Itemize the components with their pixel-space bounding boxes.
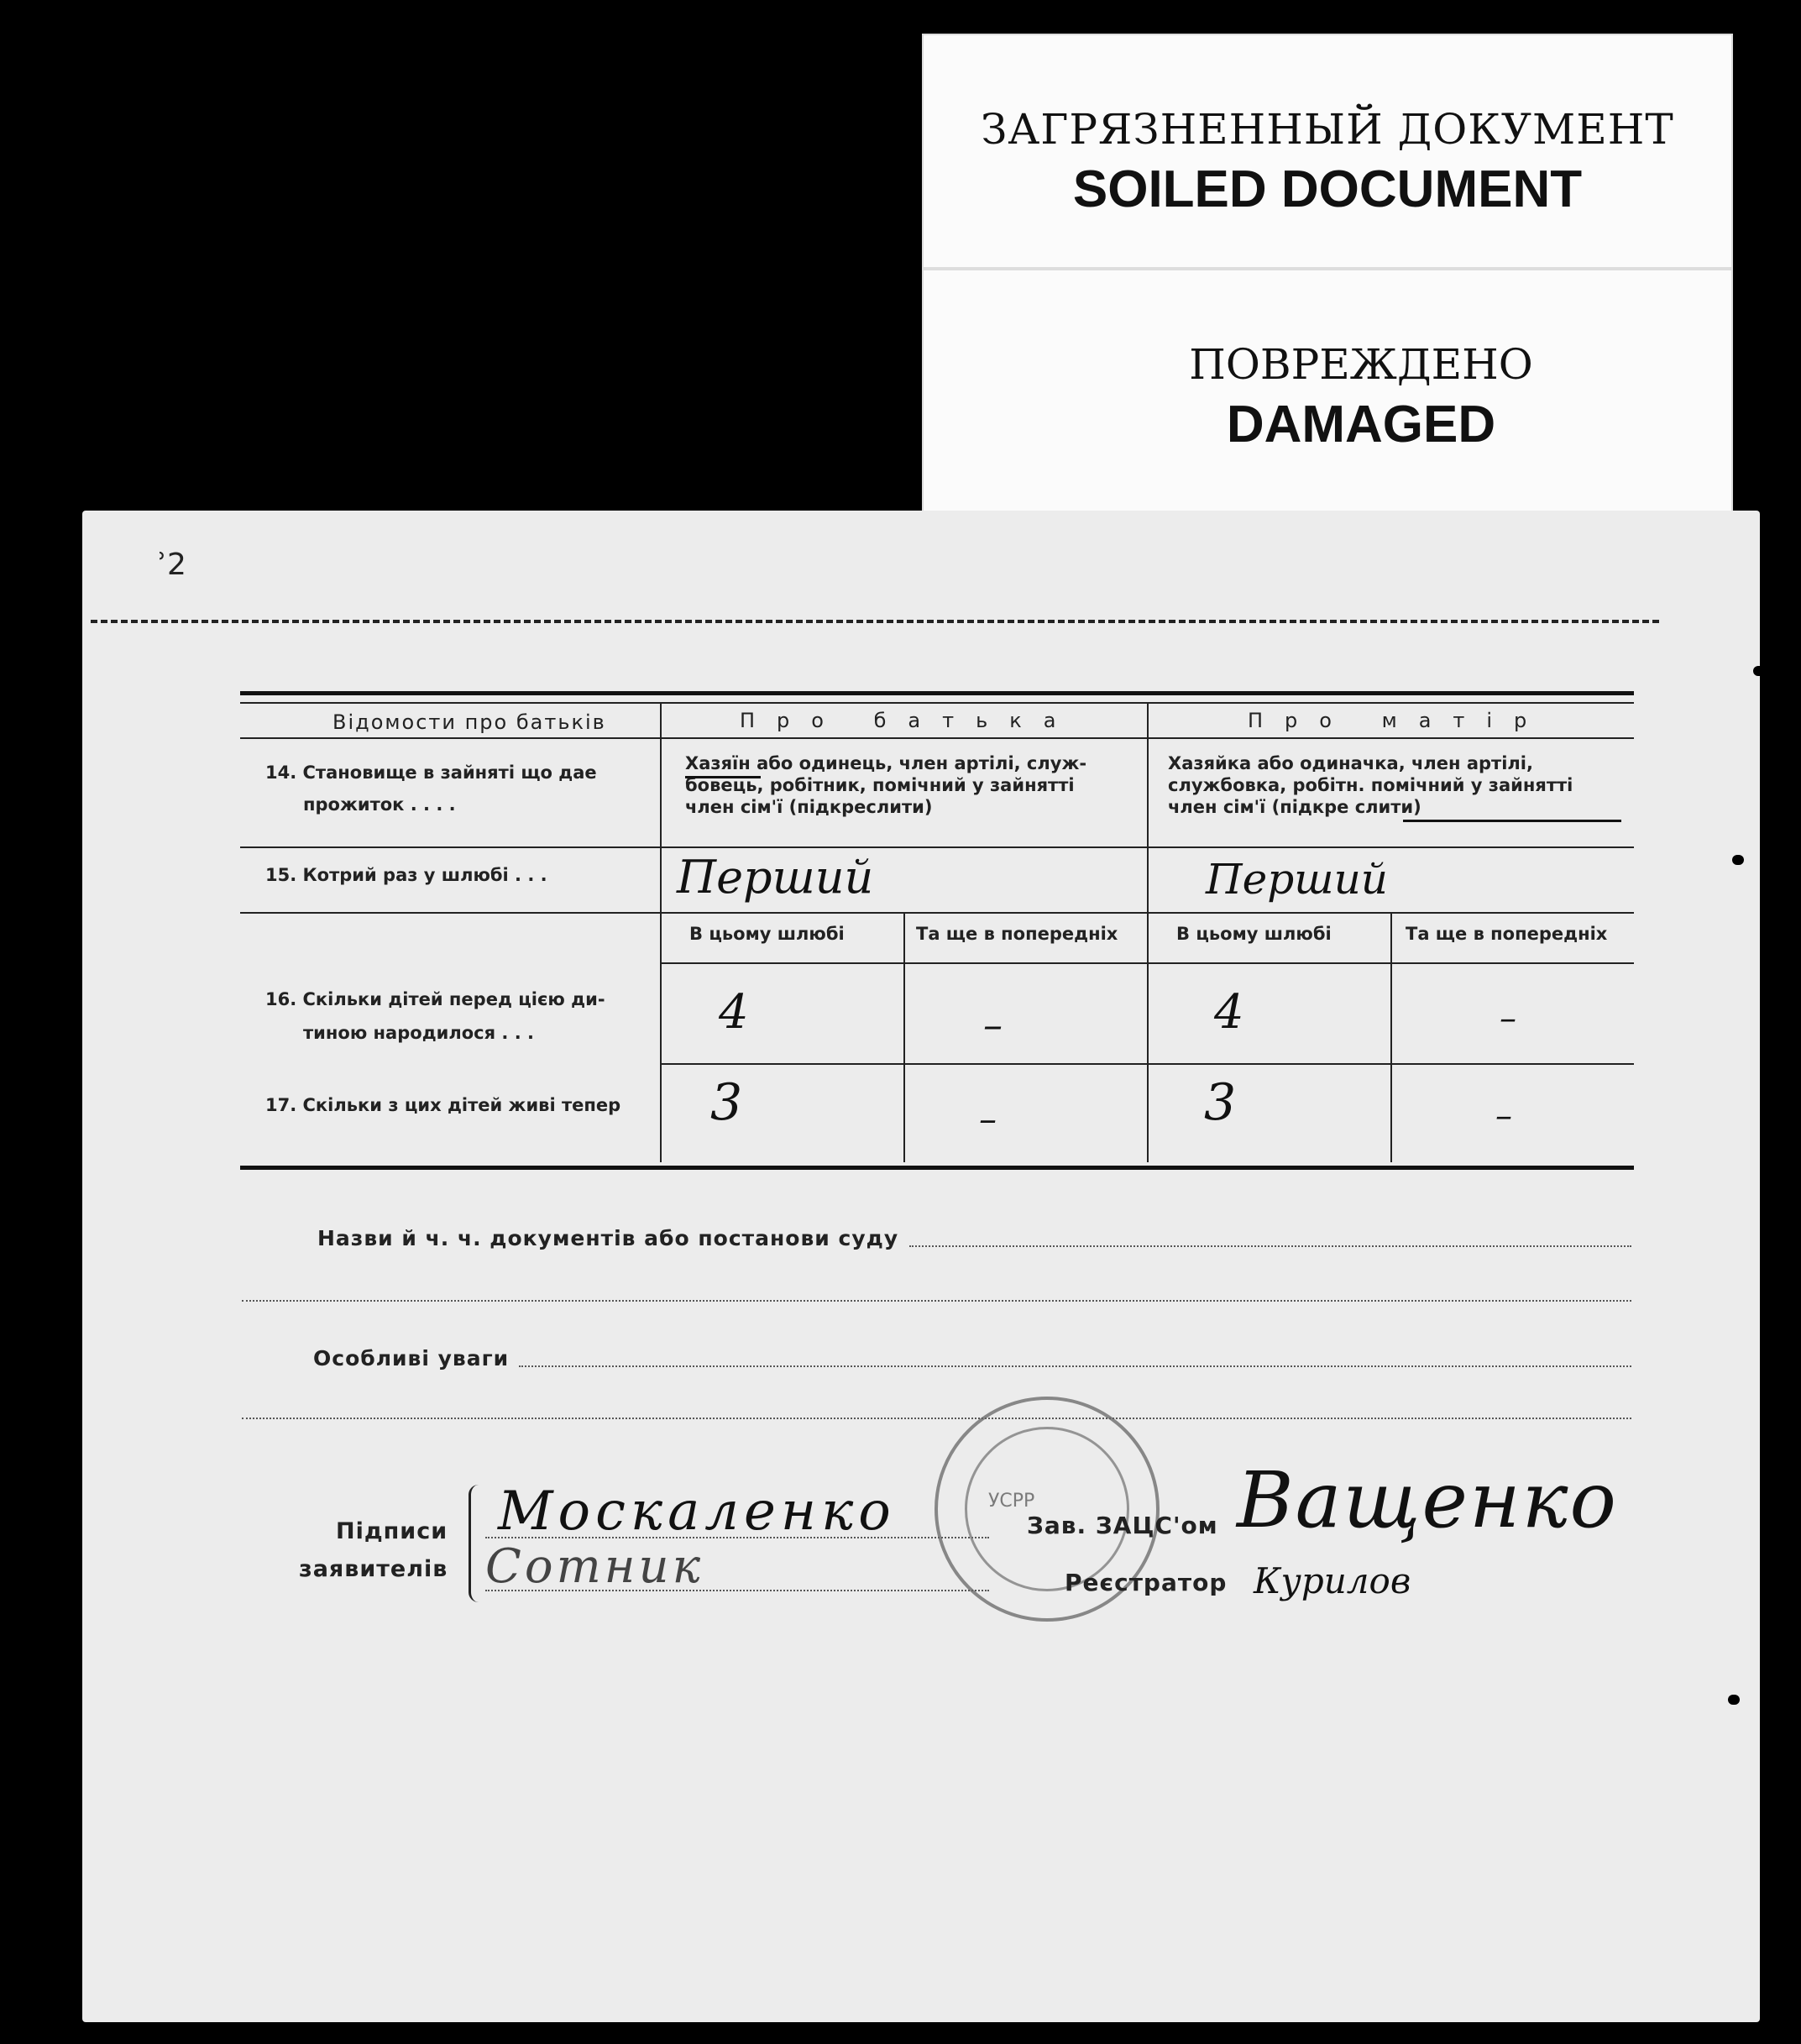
subheader-this-marriage: В цьому шлюбі bbox=[689, 924, 845, 944]
label-soiled-en: SOILED DOCUMENT bbox=[1072, 160, 1583, 218]
registrar-signature: Курилов bbox=[1254, 1560, 1411, 1601]
subheader-this-marriage: В цьому шлюбі bbox=[1176, 924, 1332, 944]
edge-damage-mark bbox=[1732, 855, 1744, 865]
remarks-line bbox=[519, 1365, 1631, 1367]
applicants-label: Підписи bbox=[336, 1518, 448, 1544]
edge-damage-mark bbox=[1760, 817, 1772, 827]
table-rule bbox=[240, 702, 1634, 704]
table-rule bbox=[903, 912, 905, 1162]
label-soiled-ru: ЗАГРЯЗНЕННЫЙ ДОКУМЕНТ bbox=[981, 105, 1674, 154]
option-line: Хазяїн або одинець, член артілі, служ- bbox=[685, 753, 1087, 773]
applicant-signature-1: Москаленко bbox=[498, 1481, 896, 1543]
applicant-signature-2: Сотник bbox=[485, 1539, 704, 1594]
row17-mother-prev: – bbox=[1495, 1097, 1512, 1135]
stamp-text: УСРР bbox=[988, 1491, 1035, 1512]
registrar-label: Реєстратор bbox=[1065, 1569, 1228, 1596]
row14-label-cont: прожиток . . . . bbox=[303, 794, 456, 815]
remarks-label: Особливі уваги bbox=[313, 1346, 510, 1371]
label-damaged-en: DAMAGED bbox=[1226, 396, 1496, 453]
header-about-mother: Про матір bbox=[1248, 709, 1549, 732]
subheader-previous: Та ще в попередніх bbox=[1406, 924, 1608, 944]
row15-mother-value: Перший bbox=[1206, 855, 1388, 904]
row15-label: 15. Котрий раз у шлюбі . . . bbox=[265, 865, 547, 885]
form-sheet bbox=[82, 511, 1760, 2022]
subheader-previous: Та ще в попередніх bbox=[916, 924, 1118, 944]
row14-father-options bbox=[685, 752, 1086, 818]
option-line: бовець, робітник, помічний у зайнятті bbox=[685, 775, 1075, 795]
head-signature: Ващенко bbox=[1237, 1455, 1618, 1545]
label-divider bbox=[922, 267, 1733, 270]
documents-line bbox=[242, 1300, 1631, 1302]
perforation-line bbox=[91, 620, 1659, 623]
head-label: Зав. ЗАЦС'ом bbox=[1027, 1512, 1218, 1539]
table-rule bbox=[660, 702, 662, 1162]
label-damaged-ru: ПОВРЕЖДЕНО bbox=[1189, 340, 1533, 389]
edge-damage-mark bbox=[1753, 666, 1765, 676]
row16-label: 16. Скільки дітей перед цією ди- bbox=[265, 989, 605, 1009]
table-rule bbox=[240, 846, 1634, 848]
applicants-brace bbox=[469, 1485, 483, 1602]
row16-father-prev: – bbox=[983, 1002, 1003, 1047]
remarks-line bbox=[242, 1418, 1631, 1419]
row16-mother-this: 4 bbox=[1214, 985, 1244, 1040]
option-line: Хазяйка або одиначка, член артілі, bbox=[1168, 753, 1533, 773]
row14-label: 14. Становище в зайняті що дае bbox=[265, 763, 597, 783]
documents-line bbox=[909, 1245, 1631, 1247]
option-line: службовка, робітн. помічний у зайнятті bbox=[1168, 775, 1573, 795]
table-rule bbox=[1390, 912, 1392, 1162]
row16-label-cont: тиною народилося . . . bbox=[303, 1023, 534, 1043]
row17-mother-this: 3 bbox=[1204, 1073, 1237, 1132]
applicants-label-cont: заявителів bbox=[299, 1556, 448, 1582]
parents-info-table bbox=[240, 691, 1634, 1170]
row16-father-this: 4 bbox=[719, 985, 749, 1040]
archive-label-card bbox=[922, 34, 1733, 521]
option-line: член сім'ї (підкреслити) bbox=[685, 797, 933, 817]
header-about-father: Про батька bbox=[740, 709, 1078, 732]
signature-line bbox=[485, 1537, 989, 1538]
table-rule bbox=[240, 912, 1634, 914]
row17-father-prev: – bbox=[979, 1098, 997, 1140]
row16-mother-prev: – bbox=[1500, 999, 1516, 1038]
documents-label: Назви й ч. ч. документів або постанови суду bbox=[317, 1226, 899, 1250]
table-rule bbox=[240, 737, 1634, 739]
table-rule bbox=[1147, 702, 1149, 1162]
corner-handwritten-mark: ʾ2 bbox=[158, 548, 186, 582]
underline-mark bbox=[685, 776, 761, 778]
edge-damage-mark bbox=[1728, 1695, 1740, 1705]
row14-mother-options bbox=[1168, 752, 1573, 818]
row15-father-value: Перший bbox=[677, 851, 874, 904]
header-parents-info: Відомости про батьків bbox=[332, 710, 606, 734]
row17-label: 17. Скільки з цих дітей живі тепер bbox=[265, 1095, 621, 1115]
signature-line bbox=[485, 1590, 989, 1591]
underline-mark bbox=[1403, 820, 1621, 822]
row17-father-this: 3 bbox=[710, 1073, 743, 1132]
option-line: член сім'ї (підкре слити) bbox=[1168, 797, 1421, 817]
